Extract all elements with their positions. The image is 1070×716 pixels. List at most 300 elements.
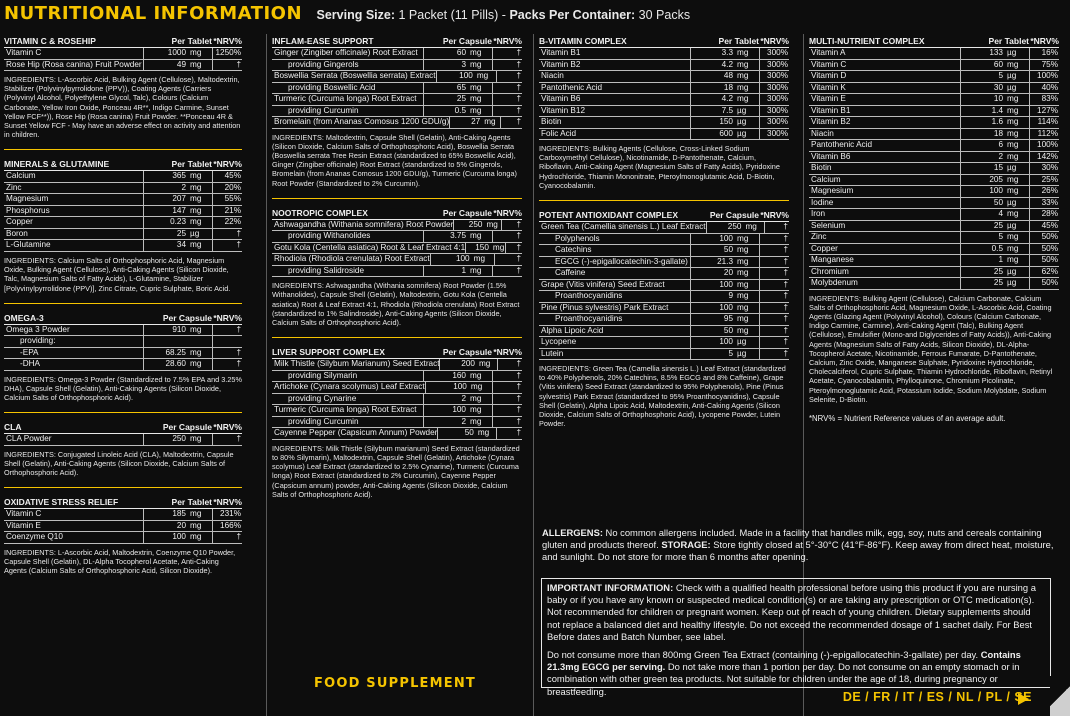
table-row: [4, 336, 242, 348]
unit: mg: [468, 83, 493, 94]
ingredient-name: Vitamin B6: [809, 152, 961, 163]
section-divider: [4, 149, 242, 151]
unit: mg: [188, 183, 213, 194]
amount: 250: [468, 219, 483, 229]
amount: 21.3: [717, 256, 733, 266]
ingredients-text: INGREDIENTS: L-Ascorbic Acid, Maltodextrin, Coenzyme Q10 Powder, Capsule Shell (Gelatin), DL-Alpha Tocopherol Acetate, Anti-Caking Agents (Calcium Salts of Orthophosphoric Acid, Silicon Dioxide).: [4, 547, 236, 576]
table-row: [539, 337, 789, 349]
amount: 365: [172, 171, 186, 181]
nrv-value: †: [783, 245, 788, 255]
section-divider: [272, 337, 522, 339]
serving-label: Serving Size:: [316, 8, 395, 22]
ingredient-name: Vitamin B1: [539, 48, 691, 59]
ingredient-name: -DHA: [4, 359, 144, 370]
nrv-header: *NRV%: [760, 36, 789, 46]
ingredient-name: Turmeric (Curcuma longa) Root Extract: [272, 94, 424, 105]
nrv-value: †: [516, 71, 521, 80]
unit: mg: [468, 94, 493, 105]
ingredient-name: Rhodiola (Rhodiola crenulata) Root Extract: [274, 254, 430, 264]
unit: µg: [1005, 221, 1030, 232]
amount: 9: [728, 291, 733, 301]
section-divider: [539, 200, 789, 202]
page-curl: [1050, 676, 1070, 716]
table-row: [809, 106, 1059, 118]
nrv-value: †: [783, 291, 788, 301]
section-title: VITAMIN C & ROSEHIP: [4, 36, 96, 46]
nrv-value: 300%: [767, 59, 788, 69]
amount: 6: [998, 140, 1003, 149]
amount: 3: [461, 59, 466, 69]
table-row: [272, 83, 522, 95]
ingredient-name: Vitamin B2: [539, 60, 691, 71]
section-title: POTENT ANTIOXIDANT COMPLEX: [539, 210, 678, 221]
section-divider: [4, 412, 242, 414]
amount: 4.2: [721, 94, 733, 103]
table-row: [4, 48, 242, 60]
nutrition-section: [4, 497, 242, 575]
unit-header: Per Capsule: [442, 347, 492, 358]
nutrition-section: [272, 208, 522, 328]
ingredient-name: Vitamin B12: [539, 106, 691, 117]
ingredients-text: INGREDIENTS: L-Ascorbic Acid, Bulking Agent (Cellulose), Maltodextrin, Stabilizer (Polyvinylpyrrolidone (PPV)), Coating Agents (Carriers (Polyvinyl Alcohol, Polyethylene Glycol, Talc), Colours (Calcium Carbonate, Yellow Iron Oxide, Ponceau 4R**, Indigo Carmine, Sunset Yellow FCF**)), Rose Hip (Rosa canina) Fruit Powder. **Ponceau 4R & Sunset Yellow FCF - May have an adverse effect on activity and attention in children.: [4, 75, 241, 140]
nrv-value: †: [516, 254, 521, 264]
nrv-value: 25%: [1041, 174, 1058, 184]
unit: mg: [468, 60, 493, 71]
amount: 25: [993, 266, 1003, 276]
table-row: [272, 243, 522, 255]
ingredient-name: Vitamin K: [809, 83, 961, 94]
nrv-value: †: [783, 268, 788, 278]
ingredient-name: Artichoke (Cynara scolymus) Leaf Extract: [274, 382, 425, 392]
table-row: [4, 521, 242, 533]
ingredient-name: Iodine: [809, 198, 961, 209]
amount: 150: [475, 242, 489, 252]
table-row: [539, 83, 789, 95]
nrv-value: 300%: [767, 71, 788, 80]
nrv-value: 50%: [1041, 232, 1058, 241]
unit: mg: [484, 220, 502, 231]
nrv-header: *NRV%: [493, 347, 522, 358]
unit: mg: [468, 371, 493, 382]
unit: mg: [735, 280, 760, 291]
table-row: [539, 117, 789, 129]
unit: mg: [735, 71, 760, 82]
unit: mg: [468, 266, 493, 277]
nrv-value: 20%: [224, 182, 241, 192]
nrv-value: 231%: [220, 509, 241, 519]
unit: mg: [1005, 117, 1030, 128]
unit: µg: [1005, 278, 1030, 289]
nrv-value: †: [783, 222, 788, 232]
ingredient-name: Biotin: [809, 163, 961, 174]
ingredient-name: Grape (Vitis vinifera) Seed Extract: [539, 280, 691, 291]
section-header: [4, 422, 242, 434]
allergens-label: ALLERGENS:: [542, 527, 603, 538]
ingredient-name: EGCG (-)-epigallocatechin-3-gallate): [539, 257, 691, 268]
nrv-value: †: [783, 314, 788, 324]
amount: 50: [723, 325, 733, 335]
ingredient-name: Niacin: [809, 129, 961, 140]
unit: mg: [735, 314, 760, 325]
ingredient-name: Pantothenic Acid: [539, 83, 691, 94]
table-row: [272, 71, 522, 83]
table-row: [4, 325, 242, 337]
ingredients-text: INGREDIENTS: Maltodextrin, Capsule Shell (Gelatin), Anti-Caking Agents (Silicon Dioxide, Calcium Salts of Orthophosphoric Acid), Boswellia Serrata (Boswellia serrata Tree Resin Extract (standardized to 65% Boswellic Acid), Ginger (Zingiber officinale) Root Extract (standardized to 5% Gingerols, Bromelain (from Ananas Comosus 1200 GDU/g), Turmeric (Curcuma longa) Root Powder (Standardized to 2% Curcumin).: [272, 132, 517, 188]
unit: µg: [1005, 83, 1030, 94]
nrv-value: 30%: [1041, 163, 1058, 172]
unit-header: Per Capsule: [162, 312, 212, 323]
nrv-value: †: [236, 324, 241, 334]
amount: 0.23: [170, 217, 186, 227]
section-header: [4, 36, 242, 48]
food-supplement-label: FOOD SUPPLEMENT: [314, 676, 477, 691]
ingredient-name: Vitamin E: [4, 521, 144, 532]
unit: mg: [468, 417, 493, 428]
section-title: OXIDATIVE STRESS RELIEF: [4, 497, 119, 508]
unit: µg: [1005, 163, 1030, 174]
table-row: [4, 532, 242, 544]
amount: 100: [719, 233, 733, 243]
nrv-value: 100%: [1037, 71, 1058, 80]
nrv-value: †: [236, 347, 241, 357]
amount: 27: [471, 117, 481, 126]
unit: mg: [188, 171, 213, 182]
section-title: CLA: [4, 422, 22, 433]
unit: mg: [1005, 255, 1030, 266]
unit: mg: [1005, 94, 1030, 105]
unit: µg: [1005, 48, 1030, 59]
ingredient-name: providing Cynarine: [272, 394, 424, 405]
section-title: LIVER SUPPORT COMPLEX: [272, 347, 385, 358]
ingredient-name: Gotu Kola (Centella asiatica) Root & Leaf Extract 4:1: [274, 242, 466, 252]
ingredients-text: INGREDIENTS: Ashwagandha (Withania somnifera) Root Powder (1.5% Withanolides), Capsule Shell (Gelatin), Maltodextrin, Gotu Kola (Centella asiatica) Root & Leaf Extract 4:1, Rhodiola (Rhodiola crenulata) Root Extract (standardized to 1% Salindroside), Anti-Caking Agents (Silicon Dioxide, Calcium Salts of Orthophosphoric Acid).: [272, 281, 520, 328]
table-row: [809, 278, 1059, 290]
amount: 50: [993, 197, 1003, 207]
important-text: Check with a qualified health professional before using this product if you are nursing a baby or if you have any known or suspected medical condition(s) or are taking any prescription or OTC medication(s). Not recommended for children or pregnant women. Keep out of reach of young children. Dietary supplements should not replace a balanced diet and healthy lifestyle. Do not exceed the recommended dosage of 1 sachet daily. For Best Before dates and Batch Number, see label.: [547, 582, 1036, 642]
amount: 147: [172, 205, 186, 215]
table-row: [4, 171, 242, 183]
section-header: [4, 313, 242, 325]
unit: mg: [1005, 232, 1030, 243]
section-title: OMEGA-3: [4, 312, 44, 323]
nrv-value: 100%: [1037, 140, 1058, 149]
nrv-header: *NRV%: [493, 207, 522, 218]
amount: 50: [723, 245, 733, 255]
section-header: [539, 36, 789, 48]
nrv-value: †: [516, 105, 521, 115]
amount: 250: [727, 222, 742, 232]
amount: 50: [464, 428, 474, 438]
nutrition-section: [4, 422, 242, 477]
amount: 2: [181, 182, 186, 192]
ingredient-name: Proanthocyanidins: [539, 314, 691, 325]
nrv-value: †: [516, 393, 521, 403]
table-row: [272, 254, 522, 266]
amount: 2: [998, 151, 1003, 161]
nrv-header: *NRV%: [213, 497, 242, 508]
amount: 15: [993, 163, 1003, 172]
nrv-value: †: [783, 302, 788, 312]
amount: 3.3: [721, 48, 733, 57]
table-row: [4, 206, 242, 218]
nrv-value: 300%: [767, 117, 788, 126]
section-header: [809, 36, 1059, 48]
unit: µg: [735, 117, 760, 128]
allergens-text: No common allergens included. Made in a facility that handles milk, egg, soy, nuts and cereals containing gluten and products thereof.: [542, 527, 1042, 551]
amount: 60: [456, 48, 466, 57]
ingredient-name: Turmeric (Curcuma longa) Root Extract: [272, 405, 424, 416]
unit: mg: [475, 71, 497, 82]
nrv-value: †: [516, 370, 521, 380]
nrv-header: *NRV%: [493, 36, 522, 46]
column-1: [4, 34, 242, 716]
table-row: [272, 428, 522, 440]
nrv-value: †: [236, 434, 241, 444]
table-row: [809, 198, 1059, 210]
ingredient-name: Milk Thistle (Silybum Marianum) Seed Extract: [274, 359, 440, 369]
table-row: [539, 222, 789, 234]
ingredient-name: Green Tea (Camellia sinensis L.) Leaf Extract: [541, 222, 706, 232]
unit: µg: [735, 106, 760, 117]
ingredients-text: INGREDIENTS: Omega-3 Powder (Standardized to 7.5% EPA and 3.25% DHA), Capsule Shell (Gelatin), Anti-Caking Agents (Silicon Dioxide, Calcium Salts of Orthophosphoric Acid).: [4, 374, 242, 403]
unit: µg: [188, 229, 213, 240]
ingredient-name: Molybdenum: [809, 278, 961, 289]
nrv-value: 83%: [1041, 94, 1058, 103]
nrv-value: †: [516, 428, 522, 438]
amount: 100: [719, 337, 733, 347]
ingredient-name: providing Boswellic Acid: [272, 83, 424, 94]
nrv-value: 21%: [224, 205, 241, 215]
unit: mg: [1005, 152, 1030, 163]
nrv-value: 40%: [1041, 82, 1058, 92]
table-row: [539, 94, 789, 106]
ingredient-name: Niacin: [539, 71, 691, 82]
amount: 5: [998, 71, 1003, 80]
table-row: [809, 60, 1059, 72]
table-row: [539, 245, 789, 257]
ingredient-name: Polyphenols: [539, 234, 691, 245]
unit: mg: [472, 254, 495, 265]
table-row: [272, 382, 522, 394]
table-row: [4, 194, 242, 206]
amount: 910: [172, 324, 186, 334]
amount: 28.60: [165, 359, 186, 369]
nrv-header: *NRV%: [213, 312, 242, 323]
nrv-value: 166%: [220, 520, 241, 530]
ingredient-name: Manganese: [809, 255, 961, 266]
ingredient-name: Rose Hip (Rosa canina) Fruit Powder: [4, 60, 144, 71]
amount: 100: [719, 279, 733, 289]
ingredients-text: INGREDIENTS: Conjugated Linoleic Acid (CLA), Maltodextrin, Capsule Shell (Gelatin), Anti-Caking Agents (Silicon Dioxide, Calcium Salts of Orthophosphoric Acid).: [4, 449, 234, 478]
nrv-value: 300%: [767, 94, 788, 103]
ingredient-name: Vitamin B2: [809, 117, 961, 128]
nrv-header: *NRV%: [1030, 36, 1059, 46]
amount: 60: [993, 59, 1003, 69]
table-row: [4, 229, 242, 241]
ingredient-name: Pine (Pinus sylvestris) Park Extract: [539, 303, 691, 314]
nrv-value: †: [516, 382, 521, 392]
amount: 200: [461, 359, 475, 369]
amount: 25: [993, 220, 1003, 230]
ingredient-name: Vitamin B6: [539, 94, 691, 105]
amount: 1: [461, 265, 466, 275]
nrv-value: 26%: [1041, 186, 1058, 195]
nutrition-section: [809, 36, 1059, 404]
ingredient-name: Vitamin D: [809, 71, 961, 82]
ingredients-text: INGREDIENTS: Milk Thistle (Silybum marianum) Seed Extract (standardized to 80% Silymarin), Maltodextrin, Capsule Shell (Gelatin), Artichoke (Cynara scolymus) Leaf Extract (standardized to 2.5% Cynarine), Turmeric (Curcuma longa) Root Extract (standardized to 2% Curcumin), Cayenne Pepper (Capsicum annum) powder, Anti-Caking Agents (Silicon Dioxide, Calcium Salts of Orthophosphoric Acid).: [272, 443, 520, 499]
amount: 49: [176, 59, 186, 69]
table-row: [809, 244, 1059, 256]
nrv-value: †: [236, 228, 241, 238]
unit: mg: [188, 194, 213, 205]
table-row: [539, 291, 789, 303]
unit: mg: [468, 106, 493, 117]
table-row: [272, 48, 522, 60]
table-row: [539, 60, 789, 72]
amount: 10: [993, 94, 1003, 103]
ingredient-name: L-Glutamine: [4, 240, 144, 251]
amount: 20: [176, 520, 186, 530]
nrv-value: †: [516, 242, 521, 252]
unit: mg: [735, 326, 760, 337]
table-row: [809, 48, 1059, 60]
amount: 3.75: [450, 231, 466, 241]
unit: mg: [735, 268, 760, 279]
unit: mg: [188, 60, 213, 71]
unit: µg: [735, 349, 760, 360]
table-row: [809, 221, 1059, 233]
unit: mg: [188, 48, 213, 59]
amount: 185: [172, 509, 186, 519]
ingredient-name: Copper: [4, 217, 144, 228]
table-row: [4, 240, 242, 252]
amount: 2: [461, 393, 466, 403]
unit: mg: [492, 242, 505, 252]
unit: mg: [188, 532, 213, 543]
unit: [188, 336, 213, 347]
nrv-note: *NRV% = Nutrient Reference values of an average adult.: [809, 413, 1006, 423]
amount: 34: [176, 240, 186, 250]
ingredients-text: INGREDIENTS: Green Tea (Camellia sinensis L.) Leaf Extract (standardized to 40% Polyphenols, 20% Catechins, 8.5% EGCG and 8% Caffeine), Grape (Vitis vinifera) Seed Extract (standardized to 95% Polyphenols), Pine (Pinus sylvestris) Park Extract (standardized to 95% Proanthocyanidins), Capsule Shell (Gelatin), Alpha Lipoic Acid, Maltodextrin, Anti-Caking Agents (Silicon Dioxide, Calcium Salts of Orthophosphoric Acid), Lycopene Powder, Lutein Powder.: [539, 364, 786, 429]
table-row: [272, 359, 522, 371]
nutrition-section: [272, 347, 522, 499]
nrv-value: †: [516, 219, 521, 229]
table-row: [809, 140, 1059, 152]
green-tea-warning: Do not consume more than 800mg Green Tea Extract (containing (-)-epigallocatechin-3-gallate) per day.: [547, 649, 979, 661]
unit: mg: [1005, 186, 1030, 197]
table-row: [809, 94, 1059, 106]
unit: mg: [735, 60, 760, 71]
serving-value: 1 Packet (11 Pills): [398, 8, 499, 22]
nrv-value: 16%: [1041, 48, 1058, 57]
amount: 95: [723, 314, 733, 324]
nrv-header: *NRV%: [760, 210, 789, 221]
nrv-value: 45%: [224, 171, 241, 181]
unit: mg: [735, 303, 760, 314]
ingredient-name: Boron: [4, 229, 144, 240]
unit: mg: [468, 48, 493, 59]
ingredient-name: Selenium: [809, 221, 961, 232]
ingredient-name: providing Curcumin: [272, 106, 424, 117]
language-links[interactable]: DE / FR / IT / ES / NL / PL / SE: [842, 690, 1032, 704]
unit: mg: [1005, 209, 1030, 220]
ingredient-name: Zinc: [4, 183, 144, 194]
section-title: MINERALS & GLUTAMINE: [4, 159, 110, 170]
nrv-value: †: [783, 256, 788, 266]
amount: 150: [719, 117, 733, 126]
table-row: [4, 217, 242, 229]
ingredient-name: Boswellia Serrata (Boswellia serrata) Extract: [274, 71, 436, 80]
section-header: [272, 208, 522, 220]
nrv-value: 300%: [767, 105, 788, 115]
unit: mg: [468, 231, 493, 242]
column-2: [266, 34, 522, 716]
unit: mg: [743, 222, 764, 233]
section-title: MULTI-NUTRIENT COMPLEX: [809, 36, 925, 46]
table-row: [539, 71, 789, 83]
amount: 25: [456, 94, 466, 103]
nrv-value: †: [516, 265, 521, 275]
nrv-value: †: [516, 416, 521, 426]
section-header: [272, 347, 522, 359]
nrv-value: 50%: [1041, 243, 1058, 253]
table-row: [539, 314, 789, 326]
ingredient-name: Coenzyme Q10: [4, 532, 144, 543]
amount: 4.2: [721, 59, 733, 69]
nrv-value: †: [516, 231, 521, 241]
amount: 100: [459, 71, 473, 80]
table-row: [272, 405, 522, 417]
nrv-value: 50%: [1041, 278, 1058, 287]
table-row: [809, 209, 1059, 221]
amount: 100: [453, 382, 467, 392]
table-row: [272, 266, 522, 278]
amount: 207: [172, 194, 186, 204]
table-row: [809, 255, 1059, 267]
table-row: [272, 94, 522, 106]
unit: mg: [735, 234, 760, 245]
amount: 100: [719, 302, 733, 312]
section-header: [539, 210, 789, 222]
table-row: [272, 394, 522, 406]
section-header: [4, 159, 242, 171]
ingredient-name: Iron: [809, 209, 961, 220]
amount: 30: [993, 82, 1003, 92]
unit: mg: [468, 394, 493, 405]
unit-header: Per Tablet: [171, 36, 212, 46]
play-arrow-icon[interactable]: [1018, 693, 1029, 705]
ingredient-name: Bromelain (from Ananas Comosus 1200 GDU/g): [274, 117, 450, 126]
amount: 5: [998, 232, 1003, 241]
nutrition-section: [539, 36, 789, 190]
table-row: [539, 268, 789, 280]
ingredient-name: Alpha Lipoic Acid: [539, 326, 691, 337]
amount: 65: [456, 82, 466, 92]
amount: 25: [993, 278, 1003, 287]
ingredient-name: Vitamin C: [4, 48, 144, 59]
ingredient-name: Vitamin C: [4, 509, 144, 520]
nrv-value: 1250%: [215, 48, 241, 57]
table-row: [272, 60, 522, 72]
nrv-value: †: [236, 240, 241, 250]
ingredient-name: Ginger (Zingiber officinale) Root Extract: [272, 48, 424, 59]
nrv-value: [213, 336, 242, 347]
unit: mg: [188, 509, 213, 520]
column-4-sections: [809, 36, 1059, 404]
unit: mg: [735, 291, 760, 302]
nrv-value: †: [783, 325, 788, 335]
unit: mg: [188, 434, 213, 445]
